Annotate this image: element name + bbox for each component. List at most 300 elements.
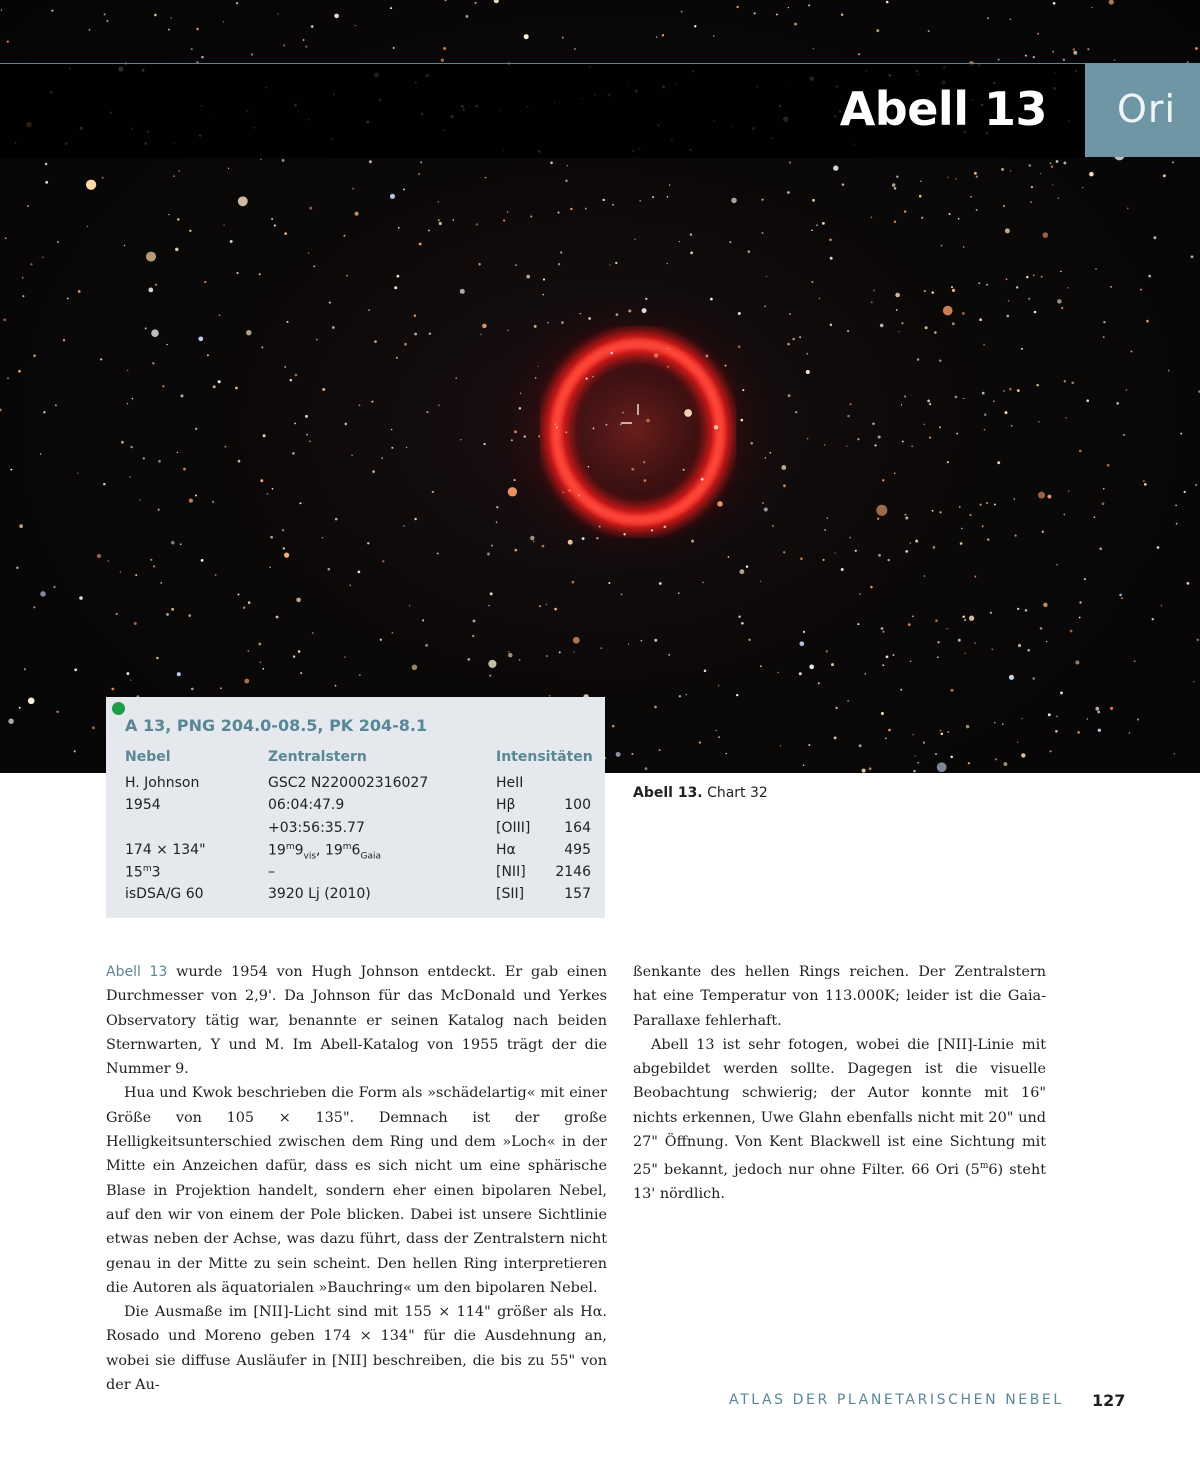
star: [178, 170, 180, 172]
star: [422, 619, 424, 621]
star: [826, 650, 828, 652]
star: [204, 281, 206, 283]
star-ra: 06:04:47.9: [268, 797, 345, 813]
paragraph-2: Hua und Kwok beschrieben die Form als »schädelartig« mit einer Größe von 105 × 135". Demnach ist der große Helligkeitsunterschied zwischen dem Ring und dem »Loch« in der Mitte ein Anzeichen dafür, dass es sich nicht um eine sphärische Blase in Projektion handelt, sondern eher einen bipolaren Nebel, auf den wir von einem der Pole blicken. Dabei ist unsere Sichtlinie etwas neben der Achse, was dazu führt, dass der Zentralstern nicht genau in der Mitte zu sein scheint. Den hellen Ring interpretieren die Autoren als äquatorialen »Bauchring« um den bipolaren Nebel.: [106, 1085, 607, 1296]
star: [283, 547, 285, 549]
star: [223, 21, 224, 22]
star: [296, 598, 301, 603]
star: [175, 248, 178, 251]
nebula-halo: [475, 280, 795, 580]
star: [455, 377, 457, 379]
paragraph-1: [106, 960, 607, 1081]
star: [103, 483, 105, 485]
star: [1130, 350, 1132, 352]
star: [63, 339, 65, 341]
info-box: [106, 697, 605, 918]
star: [612, 725, 615, 728]
star: [841, 568, 844, 571]
star: [173, 175, 174, 176]
star: [460, 289, 465, 294]
star: [1123, 434, 1125, 436]
star: [538, 435, 540, 437]
star: [42, 257, 44, 259]
star: [28, 697, 35, 704]
star: [873, 290, 874, 291]
star: [1010, 170, 1011, 171]
star: [1005, 411, 1008, 414]
star: [177, 452, 178, 453]
star: [859, 744, 862, 747]
star: [539, 605, 541, 607]
star: [725, 365, 727, 367]
constellation-box: [1085, 63, 1200, 157]
star: [555, 424, 556, 425]
star: [345, 423, 348, 426]
star: [51, 10, 53, 12]
star: [777, 672, 778, 673]
star: [667, 263, 668, 264]
constellation-label: Ori: [1117, 87, 1177, 131]
star: [714, 425, 718, 429]
star: [1040, 173, 1041, 174]
star: [111, 688, 114, 691]
star: [664, 526, 667, 529]
star: [588, 466, 589, 467]
star: [962, 615, 965, 618]
star: [1056, 564, 1058, 566]
star: [603, 199, 605, 201]
star: [368, 309, 370, 311]
star: [747, 250, 750, 253]
star: [877, 518, 879, 520]
star: [1032, 677, 1035, 680]
star: [887, 559, 889, 561]
star: [524, 34, 529, 39]
star: [27, 205, 29, 207]
star: [892, 183, 896, 187]
star: [1125, 389, 1127, 391]
star: [739, 569, 744, 574]
star: [246, 330, 251, 335]
star: [24, 668, 26, 670]
star: [652, 196, 654, 198]
star: [121, 441, 124, 444]
star: [1070, 630, 1073, 633]
star: [108, 560, 110, 562]
star: [74, 750, 76, 752]
star: [295, 374, 298, 377]
star: [258, 643, 261, 646]
star: [902, 440, 904, 442]
star: [16, 567, 18, 569]
star: [643, 461, 645, 463]
star: [580, 313, 581, 314]
star: [57, 241, 59, 243]
star: [1121, 597, 1123, 599]
star: [683, 469, 685, 471]
star: [170, 17, 171, 18]
star: [150, 559, 152, 561]
star: [1107, 464, 1110, 467]
star: [718, 685, 720, 687]
star: [322, 388, 325, 391]
star: [77, 473, 78, 474]
star: [328, 568, 331, 571]
star: [305, 415, 308, 418]
star: [601, 647, 602, 648]
star: [294, 422, 296, 424]
star: [993, 401, 994, 402]
star: [308, 252, 309, 253]
star: [168, 214, 169, 215]
star: [901, 404, 902, 405]
star: [858, 53, 860, 55]
star: [1063, 514, 1065, 516]
star: [830, 324, 833, 327]
intensity-value-hbeta: 100: [564, 797, 591, 813]
star-distance: 3920 Lj (2010): [268, 886, 371, 902]
star: [1102, 502, 1105, 505]
star: [1014, 534, 1016, 536]
star: [1043, 603, 1047, 607]
star: [300, 672, 302, 674]
star: [960, 542, 963, 545]
star: [857, 438, 859, 440]
star: [878, 436, 881, 439]
star: [89, 29, 91, 31]
star: [741, 622, 744, 625]
star: [557, 212, 559, 214]
star: [298, 650, 301, 653]
star: [968, 762, 970, 764]
star: [1009, 675, 1014, 680]
star: [780, 745, 781, 746]
star: [1065, 417, 1066, 418]
star: [311, 25, 314, 28]
star: [736, 694, 738, 696]
star: [1041, 276, 1043, 278]
star: [398, 227, 400, 229]
star: [811, 281, 813, 283]
star: [460, 439, 461, 440]
star: [762, 199, 764, 201]
star: [282, 159, 285, 162]
star: [414, 333, 417, 336]
star: [1119, 594, 1122, 597]
star: [441, 59, 444, 62]
star: [43, 411, 46, 414]
star: [865, 673, 866, 674]
star: [514, 479, 516, 481]
star: [1077, 731, 1079, 733]
intensity-label-sii: [SII]: [496, 886, 525, 902]
star: [1021, 348, 1023, 350]
star: [654, 706, 657, 709]
star: [681, 11, 683, 13]
star: [962, 312, 965, 315]
star: [346, 275, 348, 277]
star: [896, 176, 898, 178]
star: [120, 572, 121, 573]
star: [196, 28, 199, 31]
star: [898, 331, 899, 332]
star: [927, 399, 930, 402]
star: [396, 357, 398, 359]
star: [1064, 380, 1066, 382]
star: [414, 314, 416, 316]
star: [1168, 370, 1170, 372]
star: [1068, 490, 1069, 491]
star: [713, 35, 714, 36]
star: [912, 615, 914, 617]
star: [472, 635, 474, 637]
star: [1137, 718, 1139, 720]
star: [1110, 707, 1113, 710]
star: [543, 278, 545, 280]
star: [699, 742, 701, 744]
star: [0, 408, 1, 411]
star: [781, 465, 786, 470]
star: [933, 546, 936, 549]
star: [1056, 716, 1057, 717]
star: [895, 293, 900, 298]
star: [554, 608, 557, 611]
star: [729, 241, 731, 243]
star: [904, 210, 906, 212]
nebula-magnitude: 15$^m$3: [125, 864, 161, 881]
star: [871, 217, 872, 218]
star: [359, 674, 360, 675]
star: [799, 641, 804, 646]
star: [488, 605, 489, 606]
star: [667, 366, 669, 368]
star: [1073, 51, 1077, 55]
star: [1089, 172, 1094, 177]
star: [951, 286, 953, 288]
star: [489, 675, 491, 677]
star: [659, 582, 662, 585]
star: [628, 310, 631, 313]
star: [998, 58, 1000, 60]
star: [332, 326, 335, 329]
star: [937, 656, 939, 658]
star: [623, 533, 625, 535]
star: [1048, 713, 1051, 716]
star: [760, 581, 761, 582]
star: [997, 461, 1000, 464]
star: [679, 695, 681, 697]
star-magnitudes: $19^m9_{vis}$, $19^m6_{Gaia}$: [268, 842, 381, 862]
star: [799, 672, 802, 675]
star: [335, 685, 337, 687]
star: [437, 552, 439, 554]
star: [750, 442, 753, 445]
star: [56, 711, 58, 713]
star: [654, 639, 657, 642]
star: [882, 631, 884, 633]
star: [1027, 649, 1030, 652]
star: [982, 525, 984, 527]
star: [212, 501, 214, 503]
star: [1005, 228, 1010, 233]
photo-caption: [633, 785, 768, 801]
star: [546, 655, 548, 657]
star: [690, 252, 693, 255]
star: [935, 619, 938, 622]
star: [904, 514, 906, 516]
star: [1038, 492, 1045, 499]
star: [22, 277, 24, 279]
star: [1021, 753, 1025, 757]
star: [146, 252, 156, 262]
star: [645, 767, 648, 770]
star: [738, 312, 741, 315]
star: [951, 689, 954, 692]
star: [910, 660, 912, 662]
star: [162, 385, 164, 387]
star: [309, 440, 311, 442]
star: [799, 336, 801, 338]
star: [334, 14, 339, 19]
star: [760, 665, 762, 667]
star: [620, 424, 622, 426]
star: [819, 298, 821, 300]
star: [1193, 681, 1194, 682]
star: [987, 17, 989, 19]
star: [3, 318, 6, 321]
star: [939, 360, 941, 362]
star: [390, 194, 395, 199]
star: [1098, 729, 1101, 732]
intensity-value-halpha: 495: [564, 842, 591, 858]
star: [847, 700, 849, 702]
star: [816, 224, 818, 226]
star: [1025, 609, 1028, 612]
star: [908, 623, 911, 626]
star: [1006, 278, 1008, 280]
star: [835, 707, 837, 709]
star: [882, 479, 884, 481]
star: [1116, 402, 1119, 405]
star: [904, 395, 906, 397]
star: [913, 770, 916, 773]
star: [1114, 60, 1115, 61]
star: [530, 536, 534, 540]
star: [1057, 197, 1059, 199]
star: [842, 183, 845, 186]
star: [834, 552, 835, 553]
star: [809, 664, 814, 669]
star: [1176, 523, 1178, 525]
star: [880, 324, 884, 328]
star: [631, 753, 633, 755]
star: [740, 419, 743, 422]
star: [171, 608, 174, 611]
star: [394, 286, 397, 289]
star: [812, 199, 815, 202]
star: [556, 426, 558, 428]
star: [850, 403, 852, 405]
star: [371, 401, 373, 403]
star: [177, 672, 181, 676]
star: [292, 452, 294, 454]
star: [631, 468, 634, 471]
star: [130, 446, 133, 449]
star: [920, 181, 921, 182]
star: [166, 613, 169, 616]
star: [952, 289, 955, 292]
star: [1002, 723, 1004, 725]
star: [573, 651, 575, 653]
star: [970, 196, 972, 198]
star: [716, 730, 718, 732]
star: [79, 596, 83, 600]
star: [929, 437, 931, 439]
star: [924, 575, 925, 576]
star: [1097, 711, 1100, 714]
star: [979, 504, 981, 506]
star: [306, 434, 308, 436]
star: [612, 204, 614, 206]
star: [789, 161, 791, 163]
star: [939, 511, 941, 513]
star: [1050, 163, 1052, 165]
star: [19, 524, 23, 528]
caption-bold: Abell 13.: [633, 785, 703, 801]
star: [808, 744, 810, 746]
star: [262, 668, 264, 670]
star: [645, 298, 647, 300]
star-dec: +03:56:35.77: [268, 820, 365, 836]
star: [467, 658, 470, 661]
star: [1053, 2, 1056, 5]
star: [439, 222, 442, 225]
star: [10, 469, 12, 471]
star: [74, 668, 77, 671]
star: [228, 168, 229, 169]
star: [964, 653, 966, 655]
star: [1052, 184, 1053, 185]
star: [818, 682, 820, 684]
star: [1103, 321, 1105, 323]
star: [939, 426, 941, 428]
star: [921, 217, 923, 219]
star: [508, 653, 513, 658]
star: [870, 586, 872, 588]
star: [609, 264, 610, 265]
star: [1038, 421, 1040, 423]
star: [621, 594, 623, 596]
star: [30, 263, 32, 265]
star: [537, 366, 538, 367]
star: [678, 592, 680, 594]
star: [1175, 505, 1176, 506]
star: [390, 7, 392, 9]
star: [959, 506, 961, 508]
star: [542, 545, 545, 548]
star: [1109, 0, 1114, 5]
star: [215, 574, 217, 576]
star: [312, 632, 314, 634]
star: [1086, 399, 1089, 402]
star: [177, 218, 180, 221]
star: [894, 221, 896, 223]
star: [1030, 201, 1032, 203]
star: [639, 200, 641, 202]
star: [511, 439, 513, 441]
star: [1003, 762, 1007, 766]
star: [476, 223, 478, 225]
